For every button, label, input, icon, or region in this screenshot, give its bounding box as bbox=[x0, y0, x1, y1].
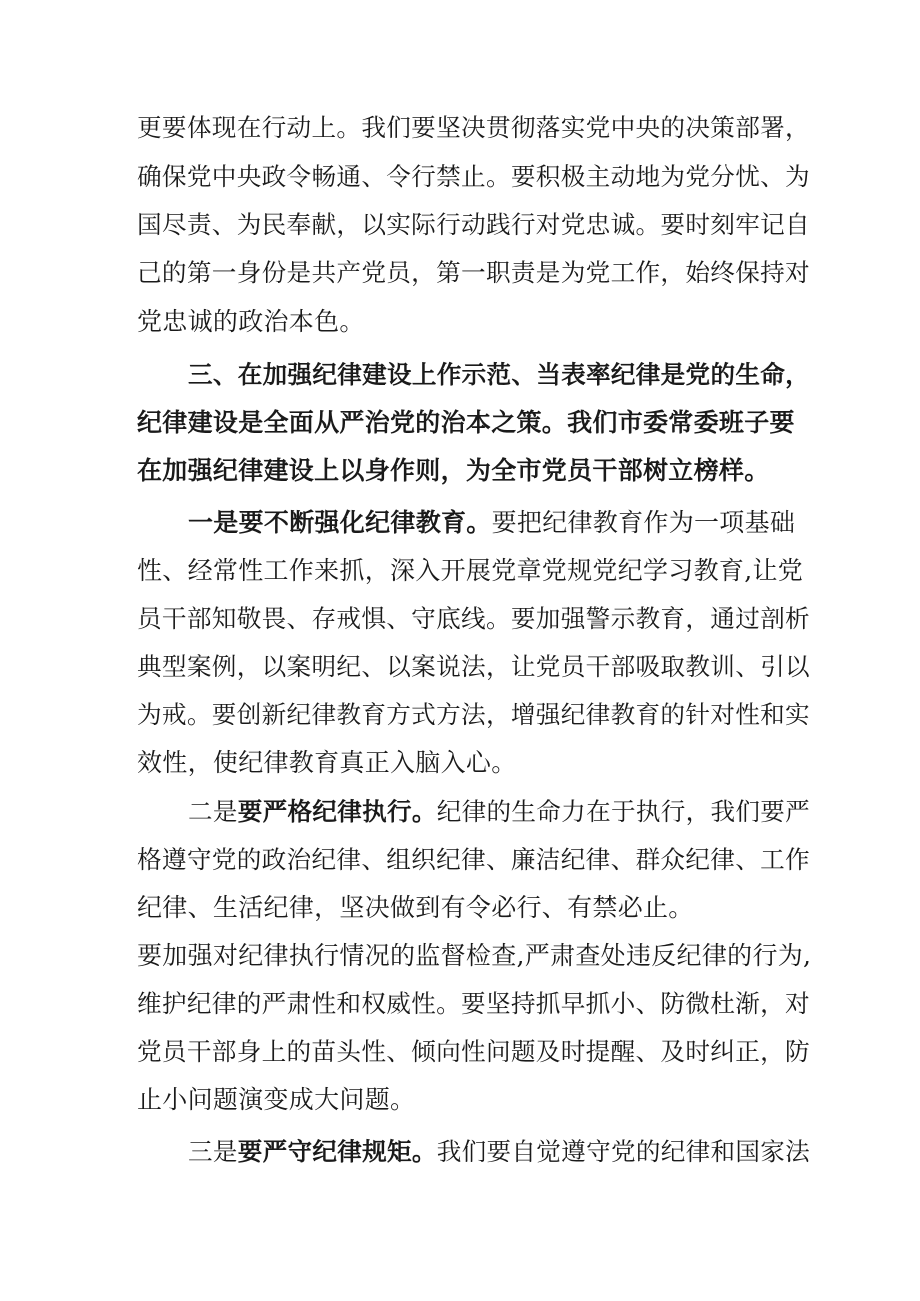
text-line: 更要体现在行动上。我们要坚决贯彻落实党中央的决策部署， bbox=[137, 113, 810, 142]
text-line: 格遵守党的政治纪律、组织纪律、廉洁纪律、群众纪律、工作 bbox=[137, 845, 810, 874]
lead-bold-text: 要严守纪律规矩。 bbox=[237, 1137, 437, 1166]
paragraph-first-line bbox=[188, 1130, 817, 1174]
text-line: 要加强对纪律执行情况的监督检查,严肃查处违反纪律的行为, bbox=[137, 941, 812, 970]
text-line: 维护纪律的严肃性和权威性。要坚持抓早抓小、防微杜渐，对 bbox=[137, 989, 810, 1018]
paragraph-text: 我们要自觉遵守党的纪律和国家法 bbox=[436, 1137, 810, 1166]
paragraph-text: 要把纪律教育作为一项基础 bbox=[491, 508, 796, 537]
text-line: 性、经常性工作来抓，深入开展党章党规党纪学习教育,让党 bbox=[137, 556, 804, 585]
text-line: 党员干部身上的苗头性、倾向性问题及时提醒、及时纠正，防 bbox=[137, 1037, 810, 1066]
section-heading-line: 在加强纪律建设上以身作则，为全市党员干部树立榜样。 bbox=[137, 456, 770, 485]
text-line: 国尽责、为民奉献，以实际行动践行对党忠诚。要时刻牢记自 bbox=[137, 210, 810, 239]
paragraph-first-line bbox=[188, 790, 817, 834]
section-heading-line: 纪律建设是全面从严治党的治本之策。我们市委常委班子要 bbox=[137, 408, 795, 437]
text-line: 纪律、生活纪律，坚决做到有令必行、有禁必止。 bbox=[137, 893, 694, 922]
text-line: 己的第一身份是共产党员，第一职责是为党工作，始终保持对 bbox=[137, 258, 810, 287]
text-line: 为戒。要创新纪律教育方式方法，增强纪律教育的针对性和实 bbox=[137, 700, 810, 729]
text-line: 止小问题演变成大问题。 bbox=[137, 1085, 416, 1114]
text-line: 员干部知敬畏、存戒惧、守底线。要加强警示教育，通过剖析 bbox=[137, 604, 810, 633]
text-line: 确保党中央政令畅通、令行禁止。要积极主动地为党分忧、为 bbox=[137, 162, 810, 191]
lead-text: 三是 bbox=[188, 1137, 238, 1166]
text-line: 效性，使纪律教育真正入脑入心。 bbox=[137, 748, 517, 777]
lead-bold-text: 要严格纪律执行。 bbox=[237, 797, 437, 826]
paragraph-first-line bbox=[188, 501, 817, 545]
lead-text: 二是 bbox=[188, 797, 238, 826]
text-line: 典型案例，以案明纪、以案说法，让党员干部吸取教训、引以 bbox=[137, 652, 810, 681]
lead-bold-text: 一是要不断强化纪律教育。 bbox=[188, 508, 492, 537]
paragraph-text: 纪律的生命力在于执行，我们要严 bbox=[436, 797, 810, 826]
section-heading-line: 三、在加强纪律建设上作示范、当表率纪律是党的生命， bbox=[188, 360, 810, 389]
text-line: 党忠诚的政治本色。 bbox=[137, 307, 365, 336]
